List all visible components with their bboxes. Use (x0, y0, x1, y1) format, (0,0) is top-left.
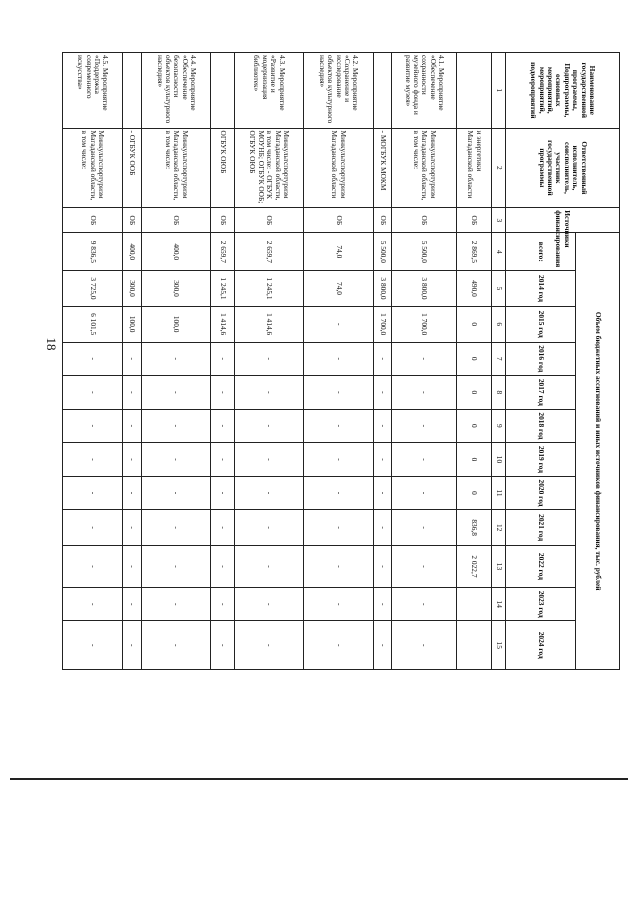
row-year-value: - (141, 621, 211, 670)
row-year-value: - (123, 342, 142, 376)
row-year-value: 1 245,1 (211, 271, 234, 307)
column-number: 9 (492, 409, 506, 443)
table-row (373, 53, 392, 670)
row-year-value: - (373, 510, 392, 546)
row-year-value: 1 414,6 (234, 306, 304, 342)
row-name (123, 53, 142, 129)
row-year-value: - (373, 376, 392, 410)
row-year-value: - (373, 476, 392, 510)
row-year-value: - (141, 342, 211, 376)
row-year-value: - (392, 376, 457, 410)
row-year-value: - (141, 587, 211, 621)
row-year-value: - (392, 476, 457, 510)
row-name: 4.5. Мероприятие «Поддержка современного искусства» (63, 53, 123, 129)
row-year-value: - (141, 409, 211, 443)
row-year-value: - (392, 342, 457, 376)
row-executor: - МОГБУК МОКМ (373, 128, 392, 208)
row-year-value: - (123, 545, 142, 587)
header-year: 2020 год (506, 476, 576, 510)
column-number: 1 (492, 53, 506, 129)
row-year-value: - (63, 443, 123, 477)
row-year-value: - (63, 510, 123, 546)
row-year-value: - (141, 443, 211, 477)
row-year-value: - (211, 342, 234, 376)
row-total: 400,0 (141, 233, 211, 271)
page-number: 18 (44, 337, 59, 351)
row-executor: - ОГБУК ООБ (123, 128, 142, 208)
column-number: 10 (492, 443, 506, 477)
header-year: 2017 год (506, 376, 576, 410)
row-total: 2 869,5 (457, 233, 492, 271)
row-year-value: - (123, 476, 142, 510)
row-year-value: - (63, 476, 123, 510)
row-year-value: - (211, 376, 234, 410)
row-year-value: 0 (457, 342, 492, 376)
row-year-value: - (234, 342, 304, 376)
row-year-value: - (304, 545, 374, 587)
table-row (234, 53, 304, 670)
row-year-value: 300,0 (141, 271, 211, 307)
row-year-value: - (373, 545, 392, 587)
row-name: 4.3. Мероприятие «Развитие и модернизация библиотек» (234, 53, 304, 129)
row-total: 74,0 (304, 233, 374, 271)
row-year-value (457, 621, 492, 670)
row-source: ОБ (211, 208, 234, 233)
row-source: ОБ (373, 208, 392, 233)
column-number: 6 (492, 306, 506, 342)
row-year-value: - (63, 587, 123, 621)
row-year-value: - (392, 409, 457, 443)
column-number: 4 (492, 233, 506, 271)
row-year-value: 74,0 (304, 271, 374, 307)
row-year-value: - (304, 510, 374, 546)
header-year: 2019 год (506, 443, 576, 477)
row-source: ОБ (304, 208, 374, 233)
row-source: ОБ (141, 208, 211, 233)
row-year-value: - (304, 443, 374, 477)
column-number: 14 (492, 587, 506, 621)
row-year-value: 0 (457, 443, 492, 477)
row-year-value: - (211, 621, 234, 670)
row-year-value: - (304, 587, 374, 621)
row-year-value: - (304, 621, 374, 670)
row-year-value: - (123, 376, 142, 410)
row-source: ОБ (63, 208, 123, 233)
row-year-value: 1 700,0 (373, 306, 392, 342)
row-name (211, 53, 234, 129)
row-year-value: - (234, 587, 304, 621)
row-executor: Минкультспортуризм Магаданской области (304, 128, 374, 208)
row-total: 400,0 (123, 233, 142, 271)
row-year-value: - (123, 443, 142, 477)
row-year-value: 6 101,5 (63, 306, 123, 342)
row-executor: ОГБУК ОЮБ (211, 128, 234, 208)
row-year-value: - (304, 342, 374, 376)
row-year-value: - (392, 621, 457, 670)
header-total: всего: (506, 233, 576, 271)
row-year-value: 0 (457, 376, 492, 410)
row-year-value: - (234, 376, 304, 410)
header-year: 2022 год (506, 545, 576, 587)
header-year: 2016 год (506, 342, 576, 376)
row-year-value: - (392, 510, 457, 546)
header-funding-group: Объем бюджетных ассигнований и иных источников финансирования, тыс. рублей (576, 233, 620, 670)
row-executor: Минкультспортуризм Магаданской области, в том числе: (141, 128, 211, 208)
row-year-value: - (141, 510, 211, 546)
row-name: 4.4. Мероприятие «Обеспечение безопасности объектов культурного наследия» (141, 53, 211, 129)
column-number: 11 (492, 476, 506, 510)
row-year-value: - (141, 376, 211, 410)
row-year-value: - (392, 443, 457, 477)
header-name: Наименование государственной программы, Подпрограммы, основных мероприятий, мероприятий, подмероприятий (506, 53, 620, 129)
row-year-value: - (304, 476, 374, 510)
row-year-value: - (123, 510, 142, 546)
table-row (141, 53, 211, 670)
column-number: 5 (492, 271, 506, 307)
row-total: 5 500,0 (392, 233, 457, 271)
row-year-value: - (304, 376, 374, 410)
header-year: 2015 год (506, 306, 576, 342)
row-year-value: 1 245,1 (234, 271, 304, 307)
header-executor: Ответственный исполнитель, соисполнитель, участник государственной программы (506, 128, 620, 208)
row-total: 9 836,5 (63, 233, 123, 271)
row-year-value: - (123, 621, 142, 670)
table-row (304, 53, 374, 670)
row-year-value: - (141, 476, 211, 510)
row-year-value: - (63, 545, 123, 587)
row-year-value: - (211, 545, 234, 587)
rotated-table-frame (62, 52, 620, 670)
header-year: 2023 год (506, 587, 576, 621)
rotated-page (62, 52, 620, 670)
row-year-value: - (211, 443, 234, 477)
column-number: 13 (492, 545, 506, 587)
row-year-value: 0 (457, 409, 492, 443)
row-year-value: - (123, 587, 142, 621)
row-year-value (457, 587, 492, 621)
table-row (211, 53, 234, 670)
divider-line (10, 778, 628, 780)
row-year-value: - (373, 409, 392, 443)
row-executor: Минкультспортуризм Магаданской области, в том числе: (63, 128, 123, 208)
row-source: ОБ (457, 208, 492, 233)
row-year-value: - (63, 409, 123, 443)
column-number: 3 (492, 208, 506, 233)
row-name: 4.1. Мероприятие «Обеспечение сохранности музейного фонда и развитие музея» (392, 53, 457, 129)
table-row (457, 53, 492, 670)
row-year-value: 3 800,0 (392, 271, 457, 307)
row-year-value: - (234, 409, 304, 443)
row-year-value: - (234, 545, 304, 587)
row-year-value: - (373, 342, 392, 376)
row-year-value: - (392, 587, 457, 621)
row-year-value: 1 414,6 (211, 306, 234, 342)
row-year-value: 300,0 (123, 271, 142, 307)
row-total: 2 659,7 (234, 233, 304, 271)
row-year-value: - (211, 476, 234, 510)
column-number: 15 (492, 621, 506, 670)
row-year-value: 0 (457, 476, 492, 510)
table-row (63, 53, 123, 670)
row-source: ОБ (234, 208, 304, 233)
row-year-value: 836,8 (457, 510, 492, 546)
row-name (457, 53, 492, 129)
row-year-value: - (373, 587, 392, 621)
row-year-value: - (234, 621, 304, 670)
row-executor: Минкультспортуризм Магаданской области, в том числе: (392, 128, 457, 208)
row-executor: и энергетики Магаданской области (457, 128, 492, 208)
row-year-value: 100,0 (123, 306, 142, 342)
row-year-value: - (63, 342, 123, 376)
table-body (63, 53, 492, 670)
row-year-value: 1 700,0 (392, 306, 457, 342)
column-number-row (492, 53, 506, 670)
table-row (123, 53, 142, 670)
row-source: ОБ (392, 208, 457, 233)
header-source: Источники финансирования (506, 208, 620, 233)
row-year-value: - (63, 376, 123, 410)
header-year: 2021 год (506, 510, 576, 546)
row-year-value: - (392, 545, 457, 587)
row-year-value: - (63, 621, 123, 670)
row-source: ОБ (123, 208, 142, 233)
row-year-value: - (211, 409, 234, 443)
row-year-value: - (211, 587, 234, 621)
row-year-value: - (123, 409, 142, 443)
header-year: 2014 год (506, 271, 576, 307)
row-year-value: - (234, 443, 304, 477)
row-year-value: - (234, 476, 304, 510)
row-year-value: - (211, 510, 234, 546)
funding-table (62, 52, 620, 670)
column-number: 12 (492, 510, 506, 546)
row-total: 2 659,7 (211, 233, 234, 271)
row-year-value: - (234, 510, 304, 546)
row-year-value: - (373, 443, 392, 477)
row-total: 5 500,0 (373, 233, 392, 271)
row-year-value: 0 (457, 306, 492, 342)
row-year-value: - (141, 545, 211, 587)
row-executor: Минкультспортуризм Магаданской области, в том числе: - ОГБУК МОУНБ; ОГБУК ООБ; ОГБУК ОЮБ (234, 128, 304, 208)
row-year-value: - (304, 306, 374, 342)
row-year-value: - (304, 409, 374, 443)
row-year-value: - (373, 621, 392, 670)
column-number: 8 (492, 376, 506, 410)
table-row (392, 53, 457, 670)
column-number: 7 (492, 342, 506, 376)
row-year-value: 100,0 (141, 306, 211, 342)
header-year: 2024 год (506, 621, 576, 670)
header-year: 2018 год (506, 409, 576, 443)
row-year-value: 3 725,0 (63, 271, 123, 307)
row-year-value: 490,0 (457, 271, 492, 307)
row-year-value: 2 022,7 (457, 545, 492, 587)
row-name: 4.2. Мероприятие «Сохранение и исследование объектов культурного наследия» (304, 53, 374, 129)
row-name (373, 53, 392, 129)
column-number: 2 (492, 128, 506, 208)
row-year-value: 3 800,0 (373, 271, 392, 307)
